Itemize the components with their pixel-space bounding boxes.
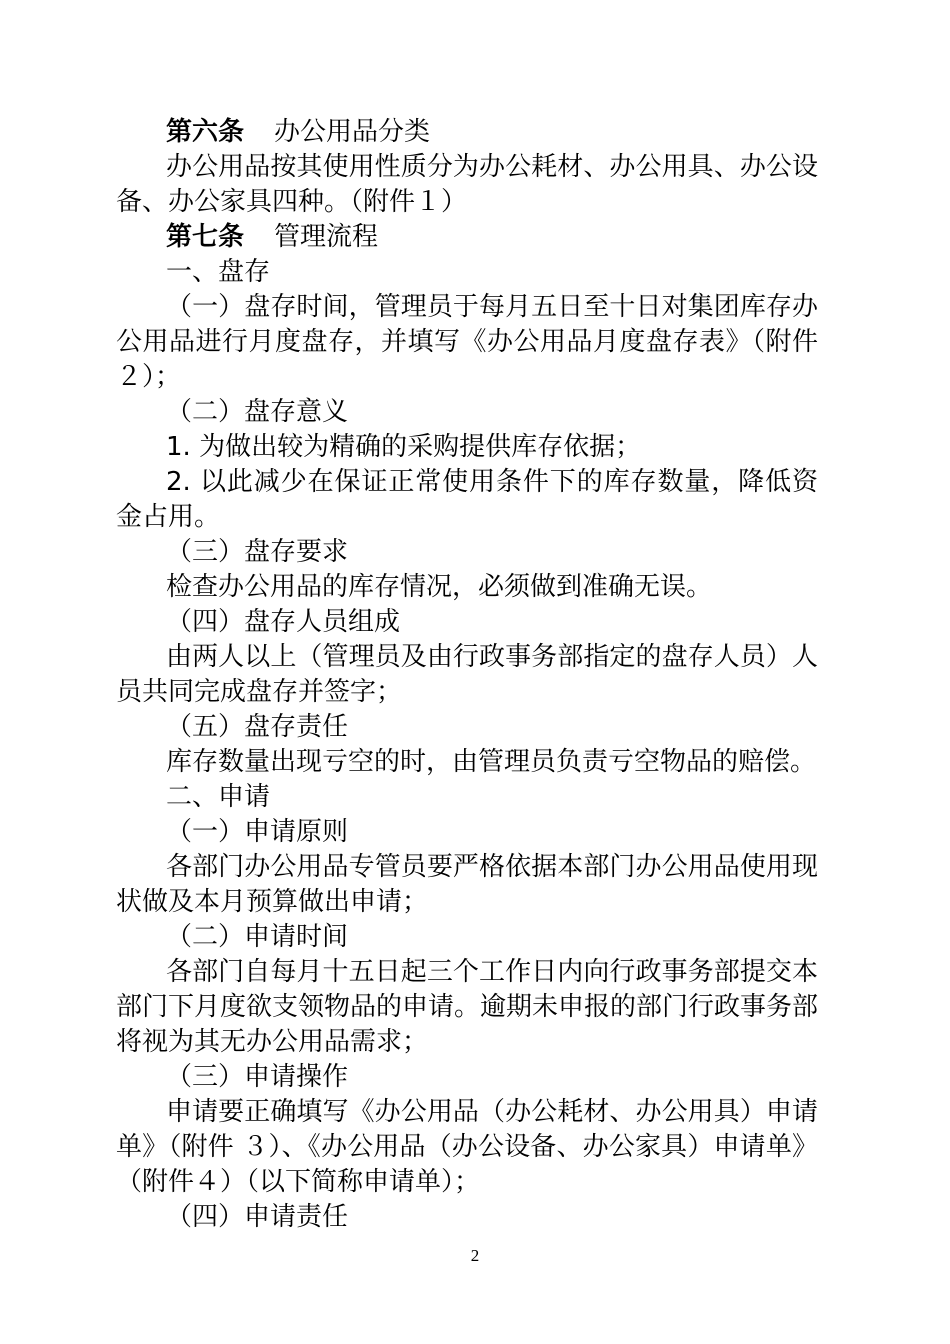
subsection-heading: （三）申请操作 <box>166 1062 349 1092</box>
article-6-heading: 第六条 <box>166 117 245 147</box>
paragraph: 办公用品按其使用性质分为办公耗材、办公用具、办公设备、办公家具四种。（附件１） <box>116 152 818 217</box>
subsection-heading: （三）盘存要求 <box>166 537 349 567</box>
paragraph: 申请要正确填写《办公用品（办公耗材、办公用具）申请单》（附件 ３）、《办公用品（办公设备、办公家具）申请单》（附件４）（以下简称申请单）； <box>116 1097 818 1197</box>
article-7-heading: 第七条 <box>166 222 245 252</box>
subsection-heading: （一）申请原则 <box>166 817 349 847</box>
article-7-title: 管理流程 <box>274 222 379 252</box>
paragraph: 各部门办公用品专管员要严格依据本部门办公用品使用现状做及本月预算做出申请； <box>116 852 818 917</box>
paragraph: 库存数量出现亏空的时，由管理员负责亏空物品的赔偿。 <box>166 747 817 777</box>
page-number: 2 <box>470 1246 480 1265</box>
paragraph: 检查办公用品的库存情况，必须做到准确无误。 <box>166 572 713 602</box>
subsection-heading: （二）盘存意义 <box>166 397 349 427</box>
subsection-heading: （五）盘存责任 <box>166 712 349 742</box>
list-item: 1. 为做出较为精确的采购提供库存依据； <box>166 432 642 462</box>
subsection-heading: （四）盘存人员组成 <box>166 607 401 637</box>
paragraph: （一）盘存时间，管理员于每月五日至十日对集团库存办公用品进行月度盘存，并填写《办公用品月度盘存表》（附件２）； <box>116 292 818 392</box>
section-heading: 一、盘存 <box>166 257 271 287</box>
article-6-title: 办公用品分类 <box>274 117 431 147</box>
section-heading: 二、申请 <box>166 782 271 812</box>
article-7-line <box>116 220 818 255</box>
list-item: 2. 以此减少在保证正常使用条件下的库存数量，降低资金占用。 <box>116 467 818 532</box>
subsection-heading: （四）申请责任 <box>166 1202 349 1232</box>
subsection-heading: （二）申请时间 <box>166 922 349 952</box>
document-body <box>116 115 818 1235</box>
paragraph: 各部门自每月十五日起三个工作日内向行政事务部提交本部门下月度欲支领物品的申请。逾期未申报的部门行政事务部将视为其无办公用品需求； <box>116 957 819 1057</box>
article-6-line <box>116 115 818 150</box>
paragraph: 由两人以上（管理员及由行政事务部指定的盘存人员）人员共同完成盘存并签字； <box>116 642 818 707</box>
